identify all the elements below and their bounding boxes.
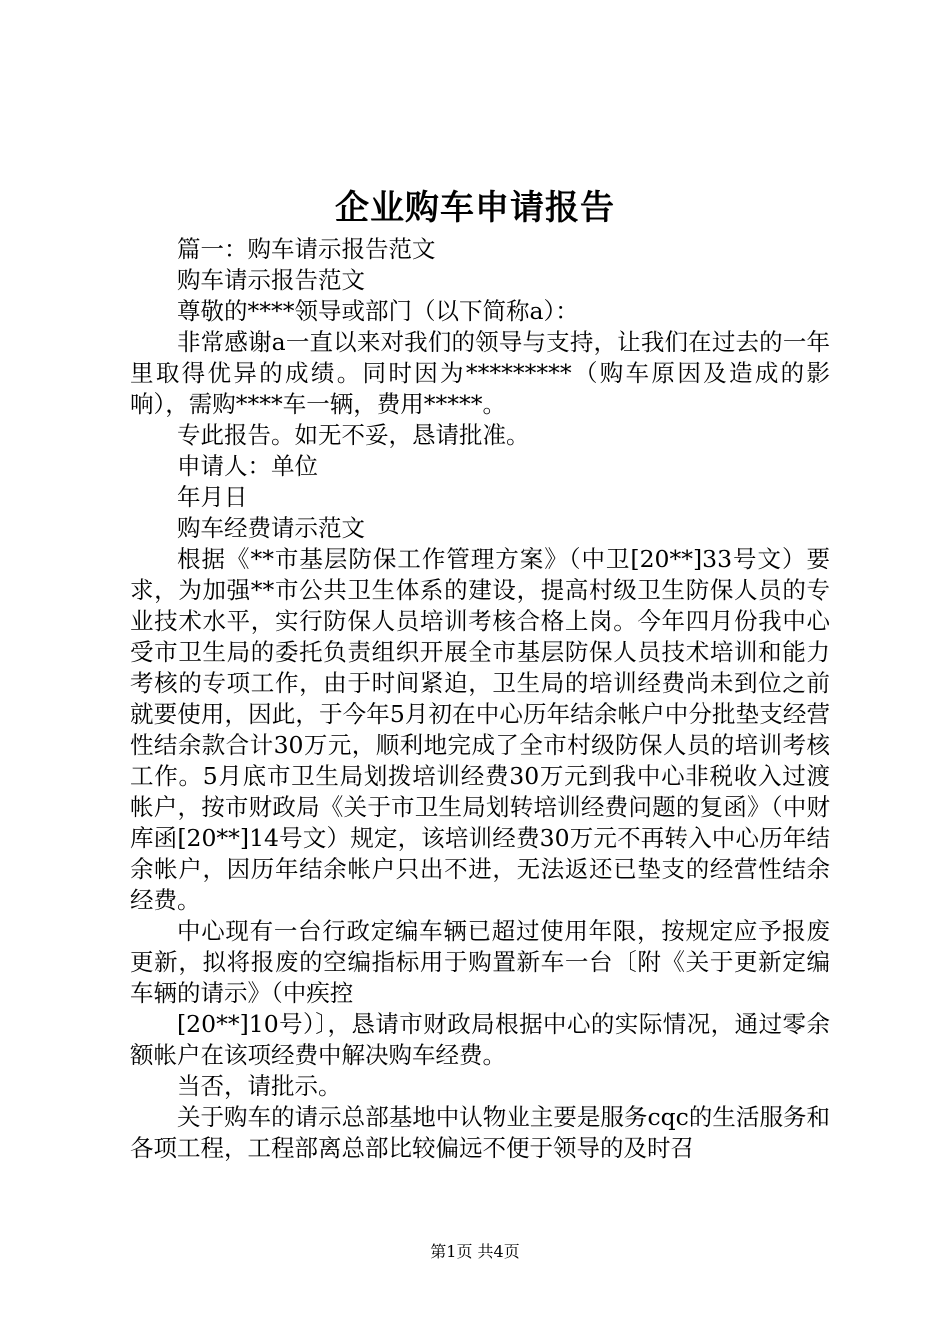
paragraph: 尊敬的****领导或部门（以下简称a）： — [177, 297, 579, 325]
paragraph: 非常感谢a一直以来对我们的领导与支持，让我们在过去的一年里取得优异的成绩。同时因为*********（购车原因及造成的影响），需购****车一辆，费用*****。 — [130, 328, 830, 418]
paragraph: 购车经费请示范文 — [177, 514, 365, 542]
paragraph: 关于购车的请示总部基地中认物业主要是服务cqc的生活服务和各项工程，工程部离总部比较偏远不便于领导的及时召 — [130, 1103, 830, 1162]
paragraph: 中心现有一台行政定编车辆已超过使用年限，按规定应予报废更新，拟将报废的空编指标用于购置新车一台〔附《关于更新定编车辆的请示》（中疾控 — [130, 917, 830, 1007]
paragraph: 专此报告。如无不妥，恳请批准。 — [177, 421, 530, 449]
paragraph: 根据《**市基层防保工作管理方案》（中卫[20**]33号文）要求，为加强**市公共卫生体系的建设，提高村级卫生防保人员的专业技术水平，实行防保人员培训考核合格上岗。今年四月份我中心受市卫生局的委托负责组织开展全市基层防保人员技术培训和能力考核的专项工作，由于时间紧迫，卫生局的培训经费尚未到位之前就要使用，因此，于今年5月初在中心历年结余帐户中分批垫支经营性结余款合计30万元，顺利地完成了全市村级防保人员的培训考核工作。5月底市卫生局划拨培训经费30万元到我中心非税收入过渡帐户，按市财政局《关于市卫生局划转培训经费问题的复函》（中财库函[20**]14号文）规定，该培训经费30万元不再转入中心历年结余帐户，因历年结余帐户只出不进，无法返还已垫支的经营性结余经费。 — [130, 545, 830, 914]
paragraph: 购车请示报告范文 — [177, 266, 365, 294]
paragraph: 年月日 — [177, 483, 248, 511]
paragraph: 篇一：购车请示报告范文 — [177, 235, 436, 263]
paragraph: 申请人：单位 — [177, 452, 318, 480]
paragraph: 当否，请批示。 — [177, 1072, 342, 1100]
paragraph: [20**]10号）〕，恳请市财政局根据中心的实际情况，通过零余额帐户在该项经费中解决购车经费。 — [130, 1010, 830, 1069]
document-title: 企业购车申请报告 — [335, 188, 615, 228]
document-body — [130, 234, 830, 1164]
page-footer: 第1页 共4页 — [430, 1242, 520, 1261]
